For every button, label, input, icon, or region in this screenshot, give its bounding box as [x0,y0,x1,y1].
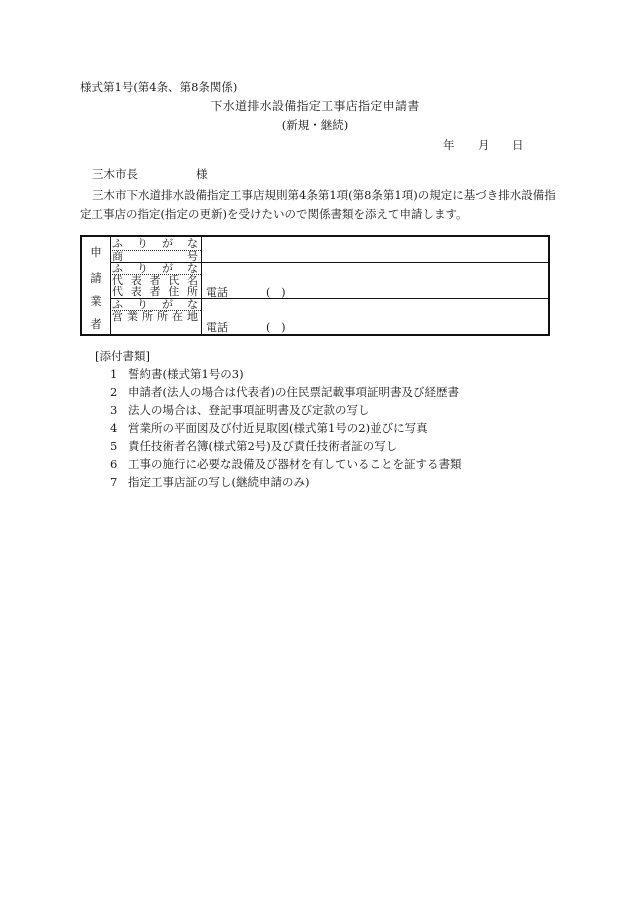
representative-name-label: 代 表 者 氏 名 [112,274,198,287]
addressee-name: 三木市長 [92,167,138,181]
form-number: 様式第1号(第4条、第8条関係) [80,80,238,94]
application-statement: 三木市下水道排水設備指定工事店規則第4条第1項(第8条第1項)の規定に基づき排水設備指定工事店の指定(指定の更新)を受けたいので関係書類を添えて申請します。 [80,188,556,221]
addressee [92,167,208,181]
phone-area-code: ( ) [266,321,286,334]
form-title: 下水道排水設備指定工事店指定申請書 [210,99,420,113]
office-location-label: 営 業 所 所 在 地 [112,310,198,323]
representative-address-label: 代 表 者 住 所 [112,285,198,298]
phone-area-code: ( ) [266,286,286,299]
furigana-label: ふ り が な [112,298,198,311]
attachments-heading: [添付書類] [95,349,150,363]
furigana-label: ふ り が な [112,237,198,250]
form-subtitle: (新規・継続) [281,118,349,132]
date-month: 月 [478,138,490,152]
attachment-item: 4 営業所の平面図及び付近見取図(様式第1号の2)並びに写真 [110,421,428,435]
furigana-label: ふ り が な [112,262,198,275]
attachment-item: 5 責任技術者名簿(様式第2号)及び責任技術者証の写し [110,439,398,453]
side-char: 請 [90,271,102,285]
side-char: 申 [90,245,102,259]
phone-label: 電話 [206,286,228,299]
side-char: 業 [90,294,102,308]
date-day: 日 [512,138,524,152]
trade-name-label: 商 号 [112,250,198,263]
attachment-item: 6 工事の施行に必要な設備及び器材を有していることを証する書類 [110,457,462,471]
phone-label: 電話 [206,321,228,334]
applicant-side-label [82,237,111,334]
attachment-item: 1 誓約書(様式第1号の3) [110,367,244,381]
addressee-honorific: 様 [196,167,208,181]
attachment-item: 3 法人の場合は、登記事項証明書及び定款の写し [110,403,370,417]
attachment-item: 2 申請者(法人の場合は代表者)の住民票記載事項証明書及び経歴書 [110,385,459,399]
applicant-table [80,235,550,336]
side-char: 者 [90,317,102,331]
date-year: 年 [443,138,455,152]
attachment-item: 7 指定工事店証の写し(継続申請のみ) [110,475,310,489]
